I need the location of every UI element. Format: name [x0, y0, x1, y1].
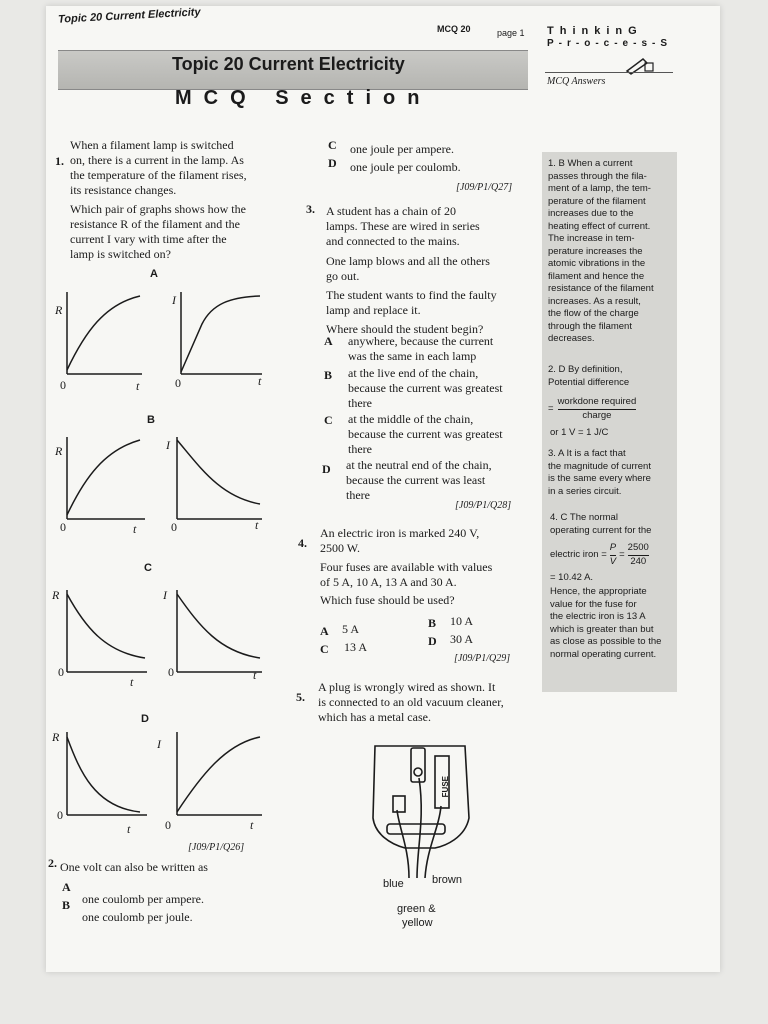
t-label: t [127, 822, 131, 836]
blue-wire [397, 810, 409, 878]
axis-label: I [157, 737, 161, 751]
answer-2-tail: or 1 V = 1 J/C [550, 427, 609, 438]
axis-label: I [166, 438, 170, 452]
q3-reference: [J09/P1/Q28] [455, 500, 512, 511]
graph-label-a: A [150, 268, 158, 280]
t-label: t [130, 675, 134, 689]
t-label: t [258, 374, 262, 388]
answer-4-tail: Hence, the appropriate value for the fuse for the electric iron is 13 A which is greater than but as close as possible to the normal operating current. [550, 586, 662, 660]
wire-label-blue: blue [383, 878, 404, 890]
t-label: t [253, 668, 257, 682]
brand-line-1: ThinkinG [547, 25, 643, 37]
earth-screw [414, 768, 422, 776]
graph-b-left [67, 437, 145, 519]
q2-option-letter: A [62, 880, 71, 894]
answer-4: 4. C The normal operating current for the [550, 512, 652, 536]
green-yellow-wire [417, 778, 421, 878]
graph-label-d: D [141, 713, 149, 725]
graph-label-c: C [144, 562, 152, 574]
origin-label: 0 [60, 378, 66, 392]
wire-label-brown: brown [432, 874, 462, 886]
graph-b-right [177, 437, 262, 519]
answers-heading: MCQ Answers [547, 76, 606, 87]
brand-line-2: P-r-o-c-e-s-S [547, 38, 673, 49]
q2-option-text: one coulomb per ampere. [82, 892, 204, 906]
origin-label: 0 [57, 808, 63, 822]
q4-option-letter: B [428, 616, 437, 630]
q4-option-letter: D [428, 634, 437, 648]
q4-option-letter: C [320, 642, 329, 656]
graph-c-left [67, 590, 147, 672]
page-number: page 1 [497, 28, 525, 38]
origin-label: 0 [60, 520, 66, 534]
q4-reference: [J09/P1/Q29] [454, 653, 511, 664]
q2-option-letter: C [328, 138, 337, 152]
axis-label: R [55, 303, 63, 317]
q2-option-text: one joule per coulomb. [350, 160, 461, 174]
axis-label: R [52, 588, 60, 602]
q2-option-letter: D [328, 156, 337, 170]
earth-pin [411, 748, 425, 782]
q1-reference: [J09/P1/Q26] [188, 842, 245, 853]
q1-stem: When a filament lamp is switched on, there is a current in the lamp. As the temperature of the filament rises, its resistance changes. Which pair of graphs shows how the resistance R of the filament and the current I vary with time after the lamp is switched on? [70, 138, 247, 261]
t-label: t [133, 522, 137, 536]
q2-reference: [J09/P1/Q27] [456, 182, 513, 193]
answer-4-formula: electric iron = $\frac{P}{V}$ = $\frac{2500}{240}$ [550, 542, 649, 567]
neutral-pin [393, 796, 405, 812]
q2-option-letter: B [62, 898, 71, 912]
axis-label: R [55, 444, 63, 458]
origin-label: 0 [175, 376, 181, 390]
answer-2: 2. D By definition, Potential difference [548, 364, 630, 388]
page-title: Topic 20 Current Electricity [172, 54, 405, 74]
answers-divider [545, 72, 673, 73]
q2-option-text: one coulomb per joule. [82, 910, 193, 924]
q2-option-text: one joule per ampere. [350, 142, 454, 156]
q3-option-letter: A [324, 334, 333, 348]
answer-3: 3. A It is a fact that the magnitude of current is the same every where in a series circuit. [548, 448, 651, 497]
axis-label: I [163, 588, 167, 602]
graph-a-left [67, 292, 142, 374]
q4-option-text: 13 A [344, 640, 368, 654]
q3-stem: A student has a chain of 20 lamps. These are wired in series and connected to the mains. One lamp blows and all the others go out. The student wants to find the faulty lamp and replace it. Where should the student begin? [326, 204, 497, 336]
t-label: t [136, 379, 140, 393]
origin-label: 0 [165, 818, 171, 832]
axis-label: R [52, 730, 60, 744]
q4-option-letter: A [320, 624, 329, 638]
q4-option-text: 10 A [450, 614, 474, 628]
q3-number: 3. [306, 202, 315, 216]
answer-4-result: = 10.42 A. [550, 572, 594, 583]
graph-d-right [177, 732, 262, 815]
origin-label: 0 [171, 520, 177, 534]
brown-wire [425, 806, 441, 878]
graph-a-right [181, 292, 262, 374]
t-label: t [250, 818, 254, 832]
wire-label-yellow: yellow [402, 917, 433, 929]
q5-stem: A plug is wrongly wired as shown. It is connected to an old vacuum cleaner, which has a metal case. [318, 680, 504, 724]
q3-option-letter: B [324, 368, 333, 382]
section-heading: MCQ Section [175, 87, 432, 109]
graph-c-right [177, 590, 262, 672]
fuse-label: FUSE [441, 776, 450, 798]
q3-option-letter: D [322, 462, 331, 476]
plug-diagram [365, 738, 485, 878]
running-header-mcq: MCQ 20 [437, 24, 471, 34]
wire-label-green: green & [397, 903, 436, 915]
q2-number: 2. [48, 856, 57, 870]
q2-stem: One volt can also be written as [60, 860, 208, 874]
graph-d-left [67, 732, 147, 815]
origin-label: 0 [58, 665, 64, 679]
q3-option-letter: C [324, 413, 333, 427]
q4-option-text: 30 A [450, 632, 474, 646]
q5-number: 5. [296, 690, 305, 704]
answer-1: 1. B When a current passes through the fila- ment of a lamp, the tem- perature of the filament increases due to the heating effect of current. The increase in tem- perature increases the atomic vibrations in the filament and hence the resistance of the filament increases. As a result, the flow of the charge through the filament decreases. [548, 158, 654, 344]
q1-number: 1. [55, 154, 64, 168]
t-label: t [255, 518, 259, 532]
q4-stem: An electric iron is marked 240 V, 2500 W. Four fuses are available with values of 5 A, 10 A, 13 A and 30 A. Which fuse should be used? [320, 526, 493, 607]
q1-graphs [50, 282, 290, 872]
q4-option-text: 5 A [342, 622, 360, 636]
running-header-topic: Topic 20 Current Electricity [57, 6, 201, 26]
origin-label: 0 [168, 665, 174, 679]
answer-2-formula: = workdone required charge [548, 396, 637, 421]
axis-label: I [172, 293, 176, 307]
q4-number: 4. [298, 536, 307, 550]
q3-option-text: anywhere, because the current was the same in each lamp [348, 334, 494, 363]
q3-option-text: at the neutral end of the chain, because the current was least there [346, 458, 492, 502]
graph-label-b: B [147, 414, 155, 426]
q3-option-text: at the live end of the chain, because the current was greatest there [348, 366, 503, 410]
q3-option-text: at the middle of the chain, because the current was greatest there [348, 412, 503, 456]
